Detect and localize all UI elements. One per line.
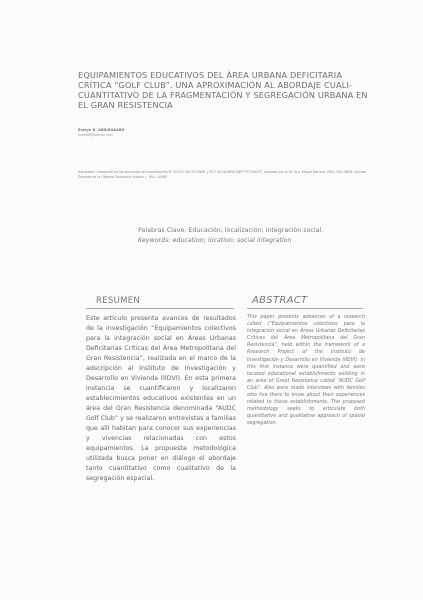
keywords-spanish: Palabras Clave: Educación; localización; integración social. xyxy=(138,227,324,234)
resumen-heading: RESUMEN xyxy=(96,296,141,306)
abstract-divider xyxy=(247,308,363,309)
abstract-body: This paper presents advances of a research called (“Equipamientos colectivos para la integración social en Áreas Urbanas Deficitarias Críticas del Área Metropolitana del Gran Resistencia”, held within the framework of a Research Project of the Instituto de Investigación y Desarrollo en Vivienda (IIDVI). In this first instance were quantified and were located educational establishments existing in an area of Great Resistance called “AUDC Golf Club”. Also were made interviews with families who live there to know about their experiences related to these establishments. The proposed methodology seeks to articulate both quantitative and qualitative approach of spatial segregation. xyxy=(247,315,365,427)
resumen-body: Este artículo presenta avances de resultados de la investigación “Equipamientos colectivos para la integración social en Áreas Urbanas Deficitarias Críticas del Área Metropolitana del Gran Resistencia”, realizada en el marco de la adscripción al Instituto de Investigación y Desarrollo en Vivienda (IIDVI). En esta primera instancia se cuantificaron y localizaron establecimientos educativos existentes en un área del Gran Resistencia denominada “AUDC Golf Club” y se realizaron entrevistas a familias que allí habitan para conocer sus experiencias y vivencias relacionadas con estos equipamientos. La propuesta metodológica utilizada busca poner en diálogo el abordaje tanto cuantitativo como cualitativo de la segregación espacial. xyxy=(86,315,236,482)
author-name: Evelyn R. ABILDGAARD xyxy=(78,128,125,132)
resumen-divider xyxy=(86,308,234,309)
author-email[interactable]: evea68@hotmail.com xyxy=(78,133,113,137)
article-title: EQUIPAMIENTOS EDUCATIVOS DEL ÁREA URBANA DEFICITARIA CRÍTICA “GOLF CLUB”. UNA APROXIMACIÓN AL ABORDAJE CUALI-CUANTITATIVO DE LA FRAGMENTACIÓN Y SEGREGACIÓN URBANA EN EL GRAN RESISTENCIA xyxy=(78,70,368,110)
author-affiliation: Arquitecta. Integrante de los proyectos de investigación PI 12/C01 SGCYT-UNNE y PICT 2014/0898 ANPCYT-FONCYT, dirigidos por el Dr. Arq. Miguel Barreto. IIDVI, FAU-UNNE. Auxiliar Docente de la Cátedra Desarrollo Urbano I - FAU - UNNE xyxy=(78,170,367,179)
abstract-heading: ABSTRACT xyxy=(252,295,308,306)
keywords-english: Keywords: education; location; social integration xyxy=(138,237,292,244)
